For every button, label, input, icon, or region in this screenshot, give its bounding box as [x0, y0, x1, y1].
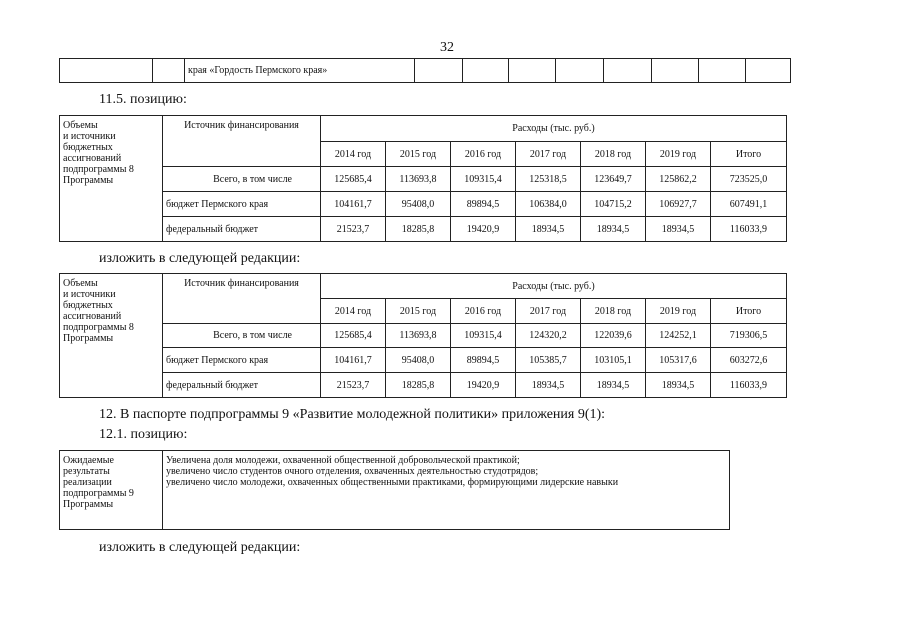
- row-name: бюджет Пермского края: [163, 192, 321, 217]
- value-cell: 105317,6: [646, 348, 711, 373]
- year-header: 2019 год: [646, 142, 711, 167]
- section-11-5: 11.5. позицию:: [99, 92, 187, 107]
- value-cell: 95408,0: [386, 192, 451, 217]
- top-cell: [746, 59, 791, 83]
- value-cell: 122039,6: [581, 324, 646, 348]
- year-header: 2018 год: [581, 299, 646, 324]
- value-cell: 18934,5: [646, 217, 711, 242]
- value-cell: 113693,8: [386, 167, 451, 192]
- top-cell: [699, 59, 746, 83]
- value-cell: 18934,5: [581, 217, 646, 242]
- financing-table-new: [59, 273, 787, 398]
- value-cell: 103105,1: [581, 348, 646, 373]
- value-cell: 89894,5: [451, 192, 516, 217]
- total-cell: 723525,0: [711, 167, 787, 192]
- row-name: бюджет Пермского края: [163, 348, 321, 373]
- value-cell: 123649,7: [581, 167, 646, 192]
- row-name: Всего, в том числе: [163, 167, 321, 192]
- value-cell: 125685,4: [321, 324, 386, 348]
- top-row-text: края «Гордость Пермского края»: [185, 59, 415, 83]
- row-name: федеральный бюджет: [163, 373, 321, 398]
- value-cell: 109315,4: [451, 324, 516, 348]
- restate-text-2: изложить в следующей редакции:: [99, 540, 301, 555]
- value-cell: 106927,7: [646, 192, 711, 217]
- top-cell: [556, 59, 604, 83]
- value-cell: 104161,7: [321, 192, 386, 217]
- year-header: 2016 год: [451, 142, 516, 167]
- value-cell: 125862,2: [646, 167, 711, 192]
- top-cell: [652, 59, 699, 83]
- value-cell: 19420,9: [451, 373, 516, 398]
- section-12-1: 12.1. позицию:: [99, 427, 188, 442]
- value-cell: 95408,0: [386, 348, 451, 373]
- value-cell: 18934,5: [516, 217, 581, 242]
- value-cell: 104161,7: [321, 348, 386, 373]
- value-cell: 21523,7: [321, 373, 386, 398]
- source-header: Источник финансирования: [163, 274, 321, 324]
- value-cell: 125318,5: [516, 167, 581, 192]
- results-label: Ожидаемые результаты реализации подпрограммы 9 Программы: [60, 451, 163, 530]
- year-header: 2015 год: [386, 142, 451, 167]
- year-header: 2015 год: [386, 299, 451, 324]
- top-cell: [604, 59, 652, 83]
- value-cell: 124320,2: [516, 324, 581, 348]
- value-cell: 109315,4: [451, 167, 516, 192]
- top-cell: [463, 59, 509, 83]
- value-cell: 104715,2: [581, 192, 646, 217]
- results-content: Увеличена доля молодежи, охваченной общественной добровольческой практикой; увеличено число студентов очного отделения, охваченных деятельностью студотрядов; увеличено число молодежи, охваченных общественными практиками, формирующими лидерские навыки: [163, 451, 730, 530]
- row-name: Всего, в том числе: [163, 324, 321, 348]
- row-name: федеральный бюджет: [163, 217, 321, 242]
- value-cell: 18934,5: [646, 373, 711, 398]
- total-cell: 116033,9: [711, 373, 787, 398]
- year-header: 2017 год: [516, 299, 581, 324]
- restate-text-1: изложить в следующей редакции:: [99, 251, 301, 266]
- value-cell: 106384,0: [516, 192, 581, 217]
- top-cell: [415, 59, 463, 83]
- value-cell: 105385,7: [516, 348, 581, 373]
- subprogram-label: Объемы и источники бюджетных ассигнований подпрограммы 8 Программы: [60, 274, 163, 398]
- total-cell: 607491,1: [711, 192, 787, 217]
- year-header: 2018 год: [581, 142, 646, 167]
- value-cell: 89894,5: [451, 348, 516, 373]
- subprogram-label: Объемы и источники бюджетных ассигнований подпрограммы 8 Программы: [60, 116, 163, 242]
- source-header: Источник финансирования: [163, 116, 321, 167]
- top-cell: [509, 59, 556, 83]
- expenses-header: Расходы (тыс. руб.): [321, 116, 787, 142]
- year-header: 2017 год: [516, 142, 581, 167]
- value-cell: 124252,1: [646, 324, 711, 348]
- value-cell: 21523,7: [321, 217, 386, 242]
- total-cell: 719306,5: [711, 324, 787, 348]
- total-header: Итого: [711, 299, 787, 324]
- expenses-header: Расходы (тыс. руб.): [321, 274, 787, 299]
- top-cell: [60, 59, 153, 83]
- financing-table-old: [59, 115, 787, 242]
- total-cell: 116033,9: [711, 217, 787, 242]
- total-header: Итого: [711, 142, 787, 167]
- value-cell: 18934,5: [516, 373, 581, 398]
- top-fragment-table: [59, 58, 791, 83]
- total-cell: 603272,6: [711, 348, 787, 373]
- year-header: 2014 год: [321, 299, 386, 324]
- top-cell: [153, 59, 185, 83]
- value-cell: 19420,9: [451, 217, 516, 242]
- year-header: 2016 год: [451, 299, 516, 324]
- page-number: 32: [440, 40, 454, 55]
- value-cell: 18285,8: [386, 217, 451, 242]
- value-cell: 18934,5: [581, 373, 646, 398]
- value-cell: 113693,8: [386, 324, 451, 348]
- results-table: [59, 450, 730, 530]
- value-cell: 125685,4: [321, 167, 386, 192]
- year-header: 2014 год: [321, 142, 386, 167]
- value-cell: 18285,8: [386, 373, 451, 398]
- section-12: 12. В паспорте подпрограммы 9 «Развитие молодежной политики» приложения 9(1):: [99, 407, 606, 422]
- year-header: 2019 год: [646, 299, 711, 324]
